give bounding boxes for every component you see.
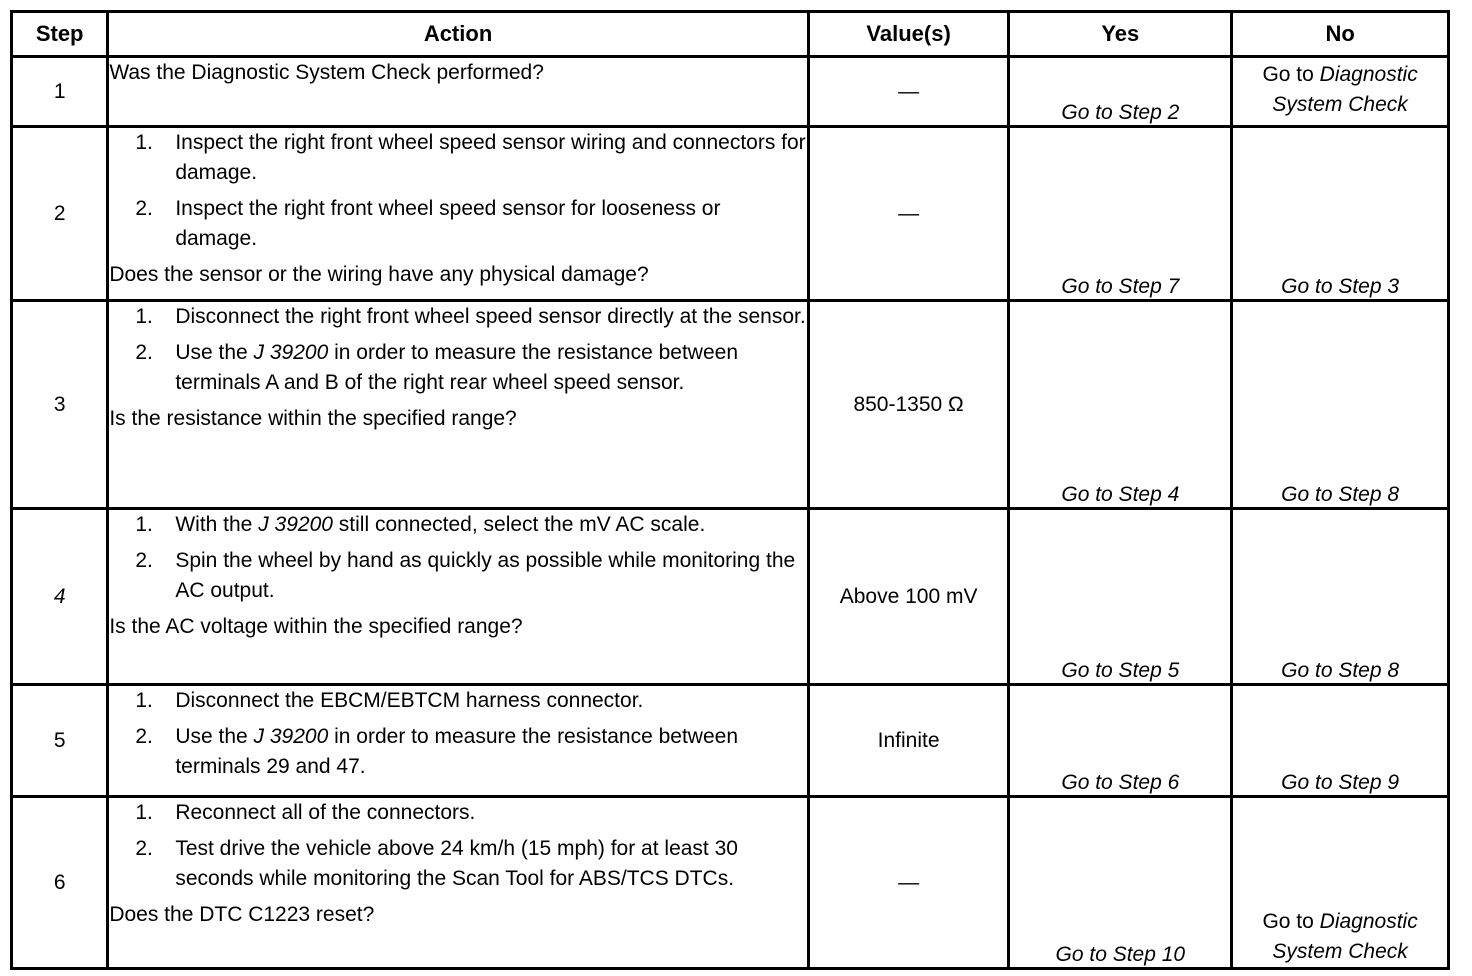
header-yes: Yes bbox=[1009, 12, 1232, 57]
value-cell: — bbox=[808, 127, 1009, 301]
diagnostic-table bbox=[10, 10, 1450, 970]
table-row bbox=[12, 509, 1449, 685]
yes-cell bbox=[1009, 127, 1232, 301]
tool-name: J 39200 bbox=[253, 341, 329, 364]
step-number: 1 bbox=[12, 57, 108, 127]
yes-cell bbox=[1009, 57, 1232, 127]
step-number: 4 bbox=[12, 509, 108, 685]
item-number: 2. bbox=[135, 341, 153, 364]
action-steps bbox=[109, 798, 806, 894]
action-cell bbox=[108, 301, 808, 509]
action-step-item bbox=[109, 510, 806, 540]
item-number: 2. bbox=[135, 549, 153, 572]
action-cell bbox=[108, 509, 808, 685]
item-text: in order to measure the resistance between terminals A and B of the right rear wheel speed sensor. bbox=[175, 341, 739, 394]
no-cell bbox=[1232, 509, 1449, 685]
yes-cell bbox=[1009, 301, 1232, 509]
tool-name: J 39200 bbox=[253, 725, 329, 748]
header-values: Value(s) bbox=[808, 12, 1009, 57]
table-row bbox=[12, 127, 1449, 301]
action-step-item bbox=[109, 546, 806, 606]
action-steps bbox=[109, 302, 806, 398]
no-cell bbox=[1232, 127, 1449, 301]
no-cell bbox=[1232, 685, 1449, 797]
header-row bbox=[12, 12, 1449, 57]
item-text: Test drive the vehicle above 24 km/h (15 mph) for at least 30 seconds while monitoring the Scan Tool for ABS/TCS DTCs. bbox=[175, 837, 738, 890]
action-steps bbox=[109, 686, 806, 782]
yes-link[interactable]: Go to Step 4 bbox=[1061, 483, 1180, 506]
action-step-item bbox=[109, 338, 806, 398]
table-row bbox=[12, 301, 1449, 509]
no-link[interactable]: Go to Step 8 bbox=[1281, 659, 1400, 682]
yes-cell bbox=[1009, 685, 1232, 797]
yes-link[interactable]: Go to Step 2 bbox=[1061, 101, 1180, 124]
item-pre: With the bbox=[175, 513, 259, 536]
action-step-item bbox=[109, 722, 806, 782]
value-cell: — bbox=[808, 57, 1009, 127]
header-step: Step bbox=[12, 12, 108, 57]
item-number: 2. bbox=[135, 197, 153, 220]
action-step-item bbox=[109, 302, 806, 332]
item-number: 1. bbox=[135, 513, 153, 536]
item-pre: Use the bbox=[175, 725, 254, 748]
tool-name: J 39200 bbox=[258, 513, 333, 536]
no-link[interactable]: Diagnostic System Check bbox=[1272, 63, 1418, 116]
item-number: 1. bbox=[135, 801, 153, 824]
value-cell: 850-1350 Ω bbox=[808, 301, 1009, 509]
item-text: still connected, select the mV AC scale. bbox=[332, 513, 706, 536]
item-number: 1. bbox=[135, 131, 153, 154]
yes-cell bbox=[1009, 797, 1232, 969]
header-no: No bbox=[1232, 12, 1449, 57]
item-text: Disconnect the right front wheel speed sensor directly at the sensor. bbox=[175, 305, 806, 328]
action-step-item bbox=[109, 798, 806, 828]
table-row bbox=[12, 685, 1449, 797]
yes-link[interactable]: Go to Step 5 bbox=[1061, 659, 1180, 682]
item-text: Reconnect all of the connectors. bbox=[175, 801, 476, 824]
value-cell: Infinite bbox=[808, 685, 1009, 797]
action-cell bbox=[108, 57, 808, 127]
header-action: Action bbox=[108, 12, 808, 57]
no-link[interactable]: Go to Step 8 bbox=[1281, 483, 1400, 506]
action-question: Does the sensor or the wiring have any physical damage? bbox=[109, 263, 649, 286]
yes-link[interactable]: Go to Step 6 bbox=[1061, 771, 1180, 794]
value-cell: — bbox=[808, 797, 1009, 969]
action-question: Does the DTC C1223 reset? bbox=[109, 903, 375, 926]
item-number: 2. bbox=[135, 837, 153, 860]
item-text: Spin the wheel by hand as quickly as possible while monitoring the AC output. bbox=[175, 549, 796, 602]
item-number: 1. bbox=[135, 689, 153, 712]
item-text: Disconnect the EBCM/EBTCM harness connector. bbox=[175, 689, 644, 712]
no-cell bbox=[1232, 301, 1449, 509]
action-question: Was the Diagnostic System Check performed? bbox=[109, 61, 544, 84]
item-text: Inspect the right front wheel speed sensor for looseness or damage. bbox=[175, 197, 721, 250]
item-number: 1. bbox=[135, 305, 153, 328]
yes-link[interactable]: Go to Step 10 bbox=[1055, 943, 1186, 966]
no-cell bbox=[1232, 797, 1449, 969]
item-text: in order to measure the resistance between terminals 29 and 47. bbox=[175, 725, 739, 778]
action-step-item bbox=[109, 834, 806, 894]
yes-link[interactable]: Go to Step 7 bbox=[1061, 275, 1180, 298]
table-row bbox=[12, 797, 1449, 969]
action-cell bbox=[108, 685, 808, 797]
no-link[interactable]: Go to Step 3 bbox=[1281, 275, 1400, 298]
action-step-item bbox=[109, 194, 806, 254]
no-link-prefix[interactable]: Go to bbox=[1262, 910, 1314, 933]
step-number: 3 bbox=[12, 301, 108, 509]
action-steps bbox=[109, 510, 806, 606]
action-steps bbox=[109, 128, 806, 254]
yes-cell bbox=[1009, 509, 1232, 685]
action-cell bbox=[108, 797, 808, 969]
table-row bbox=[12, 57, 1449, 127]
no-link[interactable]: Diagnostic System Check bbox=[1272, 910, 1418, 963]
item-number: 2. bbox=[135, 725, 153, 748]
step-number: 2 bbox=[12, 127, 108, 301]
action-cell bbox=[108, 127, 808, 301]
item-pre: Use the bbox=[175, 341, 254, 364]
action-step-item bbox=[109, 128, 806, 188]
step-number: 6 bbox=[12, 797, 108, 969]
no-cell bbox=[1232, 57, 1449, 127]
no-link-prefix[interactable]: Go to bbox=[1262, 63, 1314, 86]
item-text: Inspect the right front wheel speed sensor wiring and connectors for damage. bbox=[175, 131, 806, 184]
action-question: Is the AC voltage within the specified range? bbox=[109, 615, 523, 638]
value-cell: Above 100 mV bbox=[808, 509, 1009, 685]
no-link[interactable]: Go to Step 9 bbox=[1281, 771, 1400, 794]
action-step-item bbox=[109, 686, 806, 716]
step-number: 5 bbox=[12, 685, 108, 797]
action-question: Is the resistance within the specified range? bbox=[109, 407, 517, 430]
